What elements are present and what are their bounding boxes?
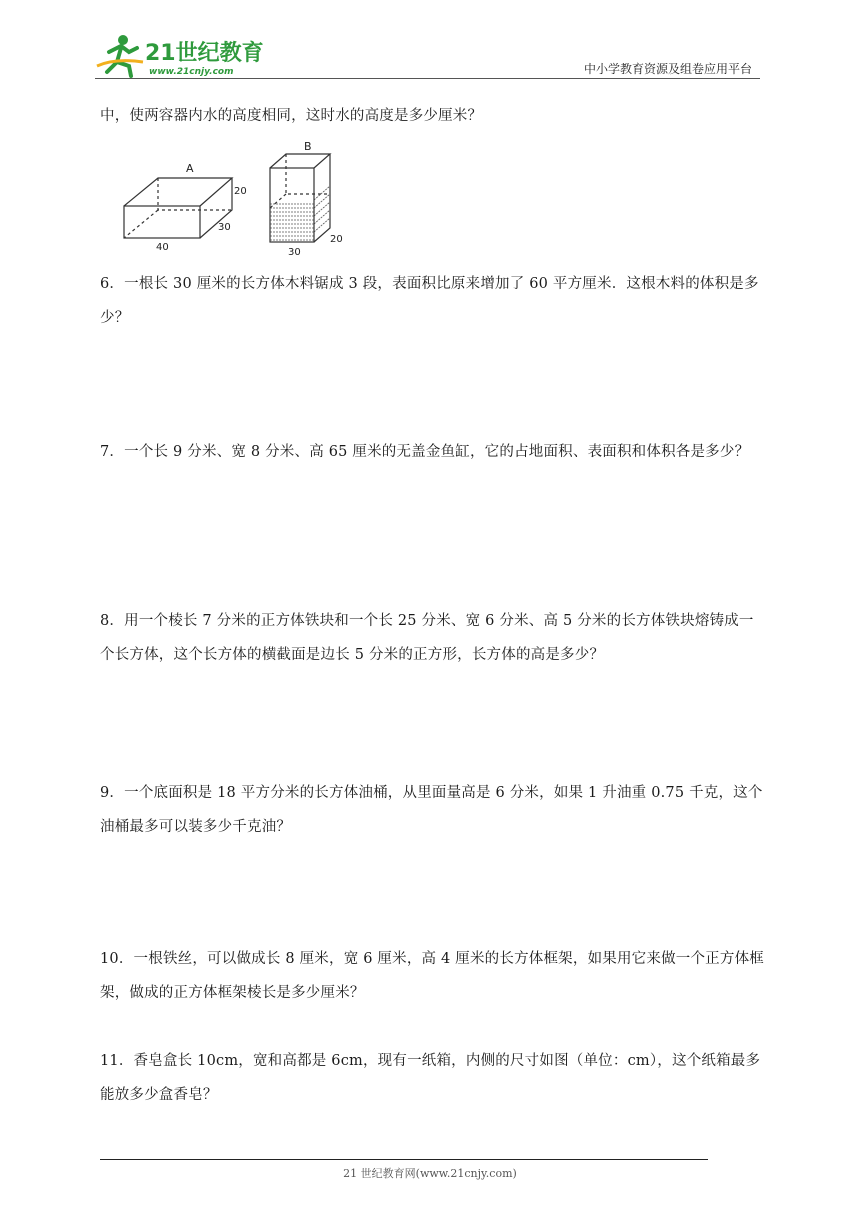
question-8 bbox=[100, 604, 765, 672]
question-9 bbox=[100, 776, 765, 844]
container-b-side-label: 30 bbox=[288, 247, 301, 258]
page-footer: 21 世纪教育网(www.21cnjy.com) bbox=[343, 1167, 517, 1180]
question-11 bbox=[100, 1044, 765, 1112]
container-a-length-label: 40 bbox=[156, 242, 169, 253]
question-5-continuation bbox=[100, 99, 765, 133]
question-10 bbox=[100, 942, 765, 1010]
question-text: 9．一个底面积是 18 平方分米的长方体油桶，从里面量高是 6 分米，如果 1 升油重 0.75 千克，这个油桶最多可以装多少千克油？ bbox=[100, 785, 763, 835]
question-text: 8．用一个棱长 7 分米的正方体铁块和一个长 25 分米、宽 6 分米、高 5 分米的长方体铁块熔铸成一个长方体，这个长方体的横截面是边长 5 分米的正方形，长方体的高是多少？ bbox=[100, 613, 754, 663]
container-b-front-face bbox=[270, 168, 314, 242]
container-a bbox=[124, 178, 232, 238]
page-header bbox=[95, 32, 760, 80]
question-text: 10．一根铁丝，可以做成长 8 厘米，宽 6 厘米，高 4 厘米的长方体框架，如果用它来做一个正方体框架，做成的正方体框架棱长是多少厘米？ bbox=[100, 951, 764, 1001]
container-b bbox=[270, 154, 330, 242]
question-6 bbox=[100, 267, 765, 335]
container-b-top-face bbox=[270, 154, 330, 168]
header-platform-text: 中小学教育资源及组卷应用平台 bbox=[583, 62, 752, 76]
container-a-front-face bbox=[124, 206, 200, 238]
svg-text:21世纪教育: 21世纪教育 bbox=[145, 41, 264, 66]
header-divider bbox=[95, 78, 760, 79]
svg-text:www.21cnjy.com: www.21cnjy.com bbox=[149, 67, 234, 77]
question-text: 7．一个长 9 分米、宽 8 分米、高 65 厘米的无盖金鱼缸，它的占地面积、表面积和体积各是多少？ bbox=[100, 444, 750, 460]
container-a-width-label: 30 bbox=[218, 222, 231, 233]
question-text: 6．一根长 30 厘米的长方体木料锯成 3 段，表面积比原来增加了 60 平方厘米．这根木料的体积是多少？ bbox=[100, 276, 759, 326]
question-7 bbox=[100, 435, 765, 469]
container-b-water-label: 20 bbox=[330, 234, 343, 245]
question-text: 中，使两容器内水的高度相同，这时水的高度是多少厘米？ bbox=[100, 108, 483, 124]
container-figure bbox=[118, 138, 358, 258]
container-a-hidden-edges bbox=[158, 178, 232, 210]
container-a-top-face bbox=[124, 178, 232, 206]
container-a-label: A bbox=[186, 162, 194, 175]
site-logo bbox=[95, 32, 265, 78]
question-text: 11．香皂盒长 10cm，宽和高都是 6cm，现有一纸箱，内侧的尺寸如图（单位：cm），这个纸箱最多能放多少盒香皂？ bbox=[100, 1053, 761, 1103]
container-b-label: B bbox=[304, 140, 312, 153]
footer-divider bbox=[100, 1159, 708, 1160]
container-a-height-label: 20 bbox=[234, 186, 247, 197]
